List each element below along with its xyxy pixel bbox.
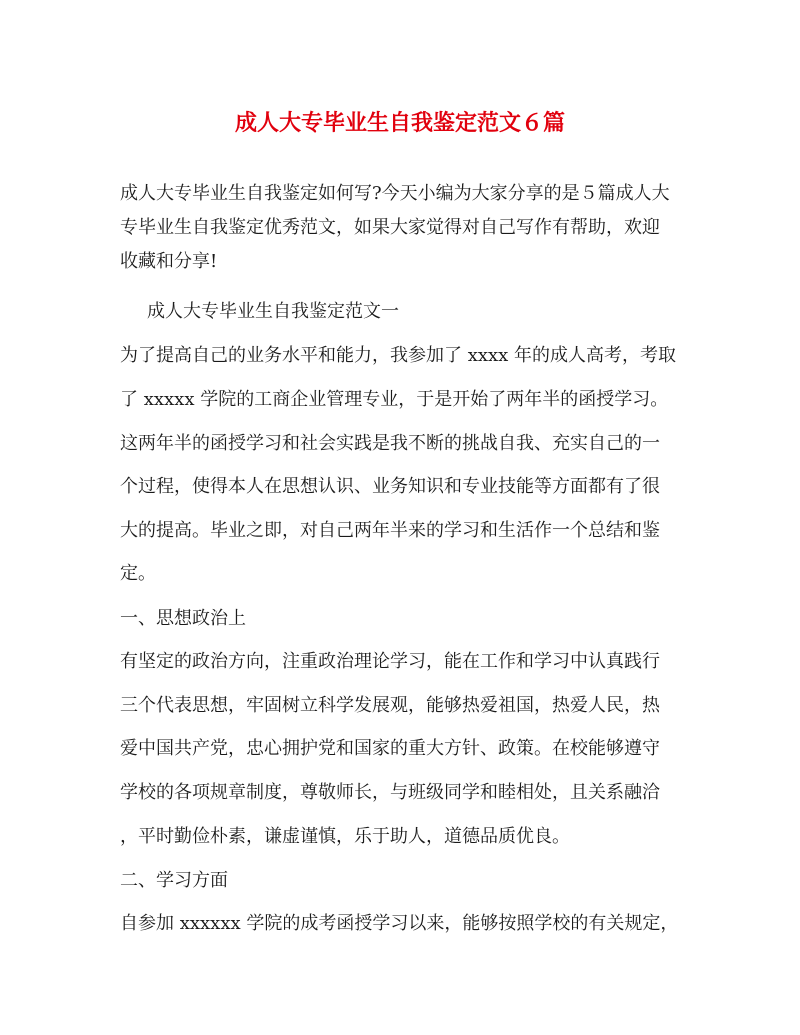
document-title: 成人大专毕业生自我鉴定范文６篇: [234, 110, 565, 136]
section-heading: 成人大专毕业生自我鉴定范文一: [147, 301, 399, 322]
paragraph-line: 专毕业生自我鉴定优秀范文，如果大家觉得对自己写作有帮助，欢迎: [120, 217, 660, 238]
paragraph-line: 这两年半的函授学习和社会实践是我不断的挑战自我、充实自己的一: [120, 433, 660, 454]
paragraph-line: 定。: [120, 563, 156, 584]
paragraph-line: 三个代表思想，牢固树立科学发展观，能够热爱祖国，热爱人民，热: [120, 695, 660, 716]
paragraph-line: 收藏和分享!: [120, 251, 218, 272]
section-heading: 二、学习方面: [120, 870, 228, 891]
paragraph-line: ，平时勤俭朴素，谦虚谨慎，乐于助人，道德品质优良。: [120, 826, 570, 847]
paragraph-line: 成人大专毕业生自我鉴定如何写?今天小编为大家分享的是５篇成人大: [120, 183, 670, 204]
section-heading: 一、思想政治上: [120, 608, 246, 629]
paragraph-line: 个过程，使得本人在思想认识、业务知识和专业技能等方面都有了很: [120, 476, 660, 497]
paragraph-line: 有坚定的政治方向，注重政治理论学习，能在工作和学习中认真践行: [120, 651, 660, 672]
paragraph-line: 学校的各项规章制度，尊敬师长，与班级同学和睦相处，且关系融洽: [120, 782, 660, 803]
paragraph-line: 爱中国共产党，忠心拥护党和国家的重大方针、政策。在校能够遵守: [120, 738, 660, 759]
paragraph-line: 自参加 xxxxxx 学院的成考函授学习以来，能够按照学校的有关规定，: [120, 913, 679, 934]
paragraph-line: 了 xxxxx 学院的工商企业管理专业，于是开始了两年半的函授学习。: [120, 389, 669, 410]
paragraph-line: 为了提高自己的业务水平和能力，我参加了 xxxx 年的成人高考，考取: [120, 345, 677, 366]
paragraph-line: 大的提高。毕业之即，对自己两年半来的学习和生活作一个总结和鉴: [120, 520, 660, 541]
